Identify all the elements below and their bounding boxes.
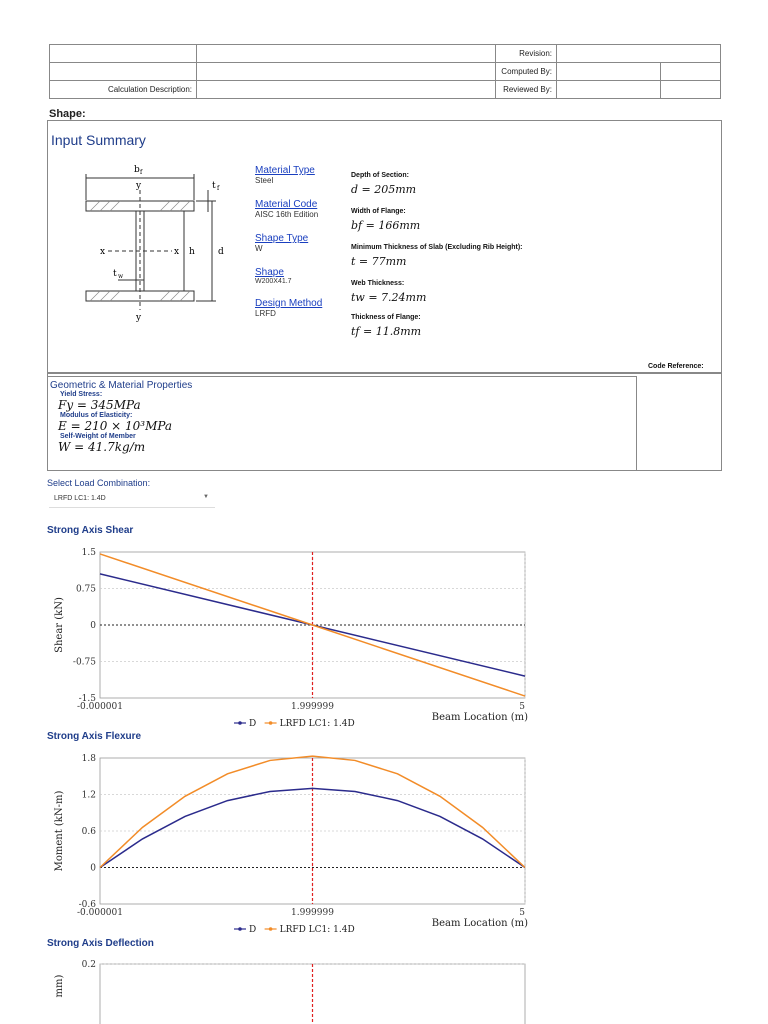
web-thickness-label: Web Thickness: xyxy=(351,280,405,287)
yield-stress-label: Yield Stress: xyxy=(60,391,103,398)
flange-width-value: bf = 166mm xyxy=(351,219,421,232)
load-combination-label: Select Load Combination: xyxy=(47,478,151,488)
dim-web-thickness xyxy=(351,280,581,314)
legend-marker xyxy=(269,927,273,931)
y-axis-bottom-label: y xyxy=(136,313,142,323)
legend-label: LRFD LC1: 1.4D xyxy=(279,719,355,729)
computed-by-label: Computed By: xyxy=(496,63,557,81)
legend-marker xyxy=(238,721,242,725)
d-label: d xyxy=(218,247,224,257)
shape-type-link[interactable]: Shape Type xyxy=(255,233,309,244)
flexure-chart xyxy=(40,746,540,936)
y-tick-label: 0.75 xyxy=(75,584,96,595)
revision-value xyxy=(557,45,721,63)
y-tick-label: -0.6 xyxy=(78,900,96,910)
depth-value: d = 205mm xyxy=(351,183,417,196)
tf-sub: f xyxy=(217,185,220,192)
legend-label: D xyxy=(249,719,257,729)
computed-date-value xyxy=(661,63,721,81)
x-tick-label: -0.000001 xyxy=(77,702,123,712)
h-label: h xyxy=(189,247,195,257)
material-type-value: Steel xyxy=(255,176,274,185)
field-shape xyxy=(255,267,345,298)
header-cell xyxy=(197,45,496,63)
modulus-value: E = 210 × 10³MPa xyxy=(58,419,173,433)
y-axis-label: Shear (kN) xyxy=(54,597,65,653)
x-tick-label: 5 xyxy=(519,908,525,918)
y-tick-label: 0 xyxy=(90,863,96,874)
slab-thickness-value: t = 77mm xyxy=(351,255,407,268)
header-cell xyxy=(50,45,197,63)
y-axis-label: Moment (kN-m) xyxy=(54,790,65,872)
revision-label: Revision: xyxy=(496,45,557,63)
header-table xyxy=(49,44,721,99)
deflection-chart-title: Strong Axis Deflection xyxy=(47,938,154,949)
design-method-value: LRFD xyxy=(255,309,276,318)
material-fields xyxy=(255,165,345,318)
dimension-fields xyxy=(351,172,581,338)
y-tick-label: 1.8 xyxy=(81,754,96,764)
shape-link[interactable]: Shape xyxy=(255,267,284,278)
modulus-label: Modulus of Elasticity: xyxy=(60,412,133,419)
tw-sub: w xyxy=(118,273,124,280)
shape-type-value: W xyxy=(255,244,263,253)
load-combination-selected: LRFD LC1: 1.4D xyxy=(54,495,106,502)
shape-value: W200X41.7 xyxy=(255,278,292,285)
y-axis-top-label: y xyxy=(136,181,142,191)
legend-marker xyxy=(238,927,242,931)
load-combination-select[interactable] xyxy=(49,490,215,508)
web-thickness-value: tw = 7.24mm xyxy=(351,291,427,304)
flexure-chart-title: Strong Axis Flexure xyxy=(47,731,142,742)
self-weight-value: W = 41.7kg/m xyxy=(58,440,146,454)
geo-properties-list xyxy=(60,391,260,454)
header-cell xyxy=(50,63,197,81)
slab-thickness-label: Minimum Thickness of Slab (Excluding Rib Height): xyxy=(351,244,523,251)
deflection-chart xyxy=(40,952,540,1024)
yield-stress-value: Fy = 345MPa xyxy=(58,398,141,412)
material-code-value: AISC 16th Edition xyxy=(255,210,319,219)
code-reference-label: Code Reference: xyxy=(648,363,704,370)
x-axis-label: Beam Location (m) xyxy=(431,712,528,723)
material-type-link[interactable]: Material Type xyxy=(255,165,315,176)
shape-label: Shape: xyxy=(49,108,86,120)
legend-label: D xyxy=(249,925,257,935)
calc-description-label: Calculation Description: xyxy=(50,81,197,99)
field-design-method xyxy=(255,298,345,318)
y-tick-label: 1.5 xyxy=(81,548,96,558)
design-method-link[interactable]: Design Method xyxy=(255,298,323,309)
y-tick-label: -0.75 xyxy=(72,657,96,668)
field-material-code xyxy=(255,199,345,233)
tf-label: t xyxy=(212,181,216,191)
x-axis-label: Beam Location (m) xyxy=(431,918,528,929)
bf-sub: f xyxy=(140,169,143,176)
divider xyxy=(48,376,636,377)
dim-flange-width xyxy=(351,208,581,244)
reviewed-by-label: Reviewed By: xyxy=(496,81,557,99)
field-shape-type xyxy=(255,233,345,267)
legend-label: LRFD LC1: 1.4D xyxy=(279,925,355,935)
reviewed-by-value xyxy=(557,81,661,99)
input-summary-title: Input Summary xyxy=(51,132,146,148)
x-axis-right-label: x xyxy=(174,247,180,257)
dim-slab-thickness xyxy=(351,244,581,280)
flange-width-label: Width of Flange: xyxy=(351,208,406,215)
dim-depth xyxy=(351,172,581,208)
tw-label: t xyxy=(113,269,117,279)
reviewed-date-value xyxy=(661,81,721,99)
header-cell xyxy=(197,63,496,81)
x-axis-left-label: x xyxy=(100,247,106,257)
x-tick-label: 5 xyxy=(519,702,525,712)
y-tick-label: 0 xyxy=(90,621,96,631)
calc-description-value xyxy=(197,81,496,99)
x-tick-label: 1.999999 xyxy=(291,908,334,918)
y-tick-label: 0.6 xyxy=(81,827,96,837)
material-code-link[interactable]: Material Code xyxy=(255,199,318,210)
y-tick-label: 0.2 xyxy=(81,960,96,970)
computed-by-value xyxy=(557,63,661,81)
y-axis-label: mm) xyxy=(54,974,65,998)
x-tick-label: -0.000001 xyxy=(77,908,123,918)
dim-flange-thickness xyxy=(351,314,581,338)
depth-label: Depth of Section: xyxy=(351,172,409,179)
i-beam-section-diagram xyxy=(80,160,240,325)
shear-chart xyxy=(40,540,540,730)
y-tick-label: -1.5 xyxy=(78,694,96,704)
field-material-type xyxy=(255,165,345,199)
y-tick-label: 1.2 xyxy=(81,790,96,801)
flange-thickness-label: Thickness of Flange: xyxy=(351,314,421,321)
shear-chart-title: Strong Axis Shear xyxy=(47,525,134,536)
bf-label: b xyxy=(134,165,140,175)
flange-thickness-value: tf = 11.8mm xyxy=(351,325,422,338)
x-tick-label: 1.999999 xyxy=(291,702,334,712)
divider xyxy=(636,376,637,470)
chevron-down-icon: ▼ xyxy=(203,494,209,500)
geo-properties-title: Geometric & Material Properties xyxy=(50,380,193,391)
legend-marker xyxy=(269,721,273,725)
self-weight-label: Self-Weight of Member xyxy=(60,433,136,440)
